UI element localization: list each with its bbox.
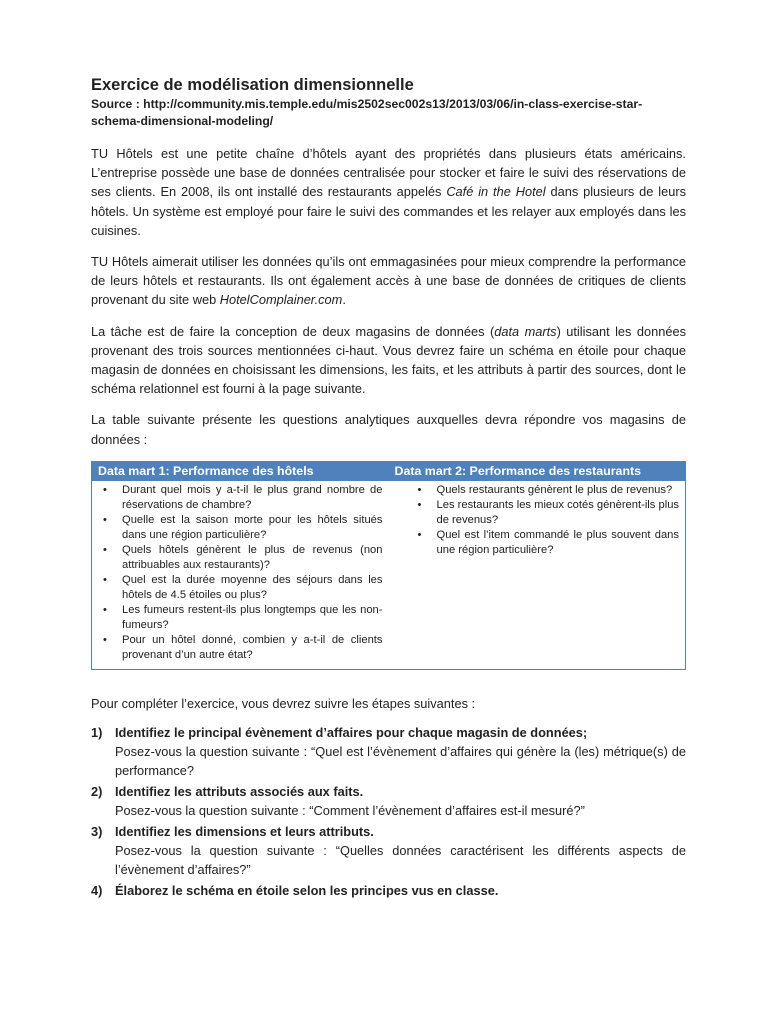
step-heading: Identifiez le principal évènement d’affaires pour chaque magasin de données; — [115, 724, 588, 740]
list-item: • Quelle est la saison morte pour les hôtels situés dans une région particulière? — [98, 513, 383, 543]
step-item — [91, 723, 686, 780]
list-item: • Quels hôtels génèrent le plus de revenus (non attribuables aux restaurants)? — [98, 543, 383, 573]
paragraph-1-text-a: TU Hôtels est une petite chaîne d’hôtels ayant des propriétés dans plusieurs états américains. L’entreprise possède une base de données centralisée pour stocker et faire le suivi des réservations de ses clients. En 2008, ils ont installé des restaurants appelés — [91, 146, 686, 200]
step-item — [91, 881, 686, 900]
step-number: 4) — [91, 882, 103, 898]
list-item: • Pour un hôtel donné, combien y a-t-il de clients provenant d’un autre état? — [98, 633, 383, 663]
paragraph-3 — [91, 322, 686, 399]
step-number: 3) — [91, 823, 103, 839]
list-item: • Durant quel mois y a-t-il le plus grand nombre de réservations de chambre? — [98, 483, 383, 513]
step-heading: Identifiez les attributs associés aux faits. — [115, 783, 364, 799]
data-mart-2-header: Data mart 2: Performance des restaurants — [389, 461, 686, 481]
step-number: 1) — [91, 724, 103, 740]
table-header-row — [92, 461, 686, 481]
step-number: 2) — [91, 783, 103, 799]
paragraph-3-text-b: ) utilisant les données provenant des trois sources mentionnées ci-haut. Vous devrez faire un schéma en étoile pour chaque magasin de données en choisissant les dimensions, les faits, et les attributs à partir des sources, dont le schéma relationnel est fourni à la page suivante. — [91, 323, 686, 397]
step-heading: Élaborez le schéma en étoile selon les principes vus en classe. — [115, 882, 499, 898]
data-mart-1-list — [98, 483, 383, 663]
document-title: Exercice de modélisation dimensionnelle — [91, 76, 414, 94]
list-item: • Quel est la durée moyenne des séjours dans les hôtels de 4.5 étoiles ou plus? — [98, 573, 383, 603]
data-mart-1-questions — [92, 481, 389, 670]
paragraph-1-text-b: dans plusieurs de leurs hôtels. Un système est employé pour faire le suivi des commandes et les relayer aux employés dans les cuisines. — [91, 184, 687, 238]
step-item — [91, 782, 686, 820]
paragraph-2 — [91, 252, 686, 310]
paragraph-1-emphasis: Café in the Hotel — [446, 184, 546, 200]
paragraph-1 — [91, 144, 686, 240]
steps-list — [91, 723, 686, 900]
data-mart-1-header: Data mart 1: Performance des hôtels — [92, 461, 389, 481]
list-item: • Les fumeurs restent-ils plus longtemps que les non-fumeurs? — [98, 603, 383, 633]
step-description: Posez-vous la question suivante : “Quel est l’évènement d’affaires qui génère la (les) métrique(s) de performance? — [115, 743, 686, 778]
list-item: • Quel est l’item commandé le plus souvent dans une région particulière? — [413, 528, 680, 558]
table-body-row — [92, 481, 686, 670]
step-description: Posez-vous la question suivante : “Comment l’évènement d’affaires est-il mesuré?” — [115, 802, 585, 818]
paragraph-2-text-a: TU Hôtels aimerait utiliser les données qu’ils ont emmagasinées pour mieux comprendre la performance de leurs hôtels et restaurants. Ils ont également accès à une base de données de critiques de clients provenant du site web — [91, 254, 686, 308]
paragraph-4: La table suivante présente les questions analytiques auxquelles devra répondre vos magasins de données : — [91, 412, 686, 447]
list-item: • Les restaurants les mieux cotés génèrent-ils plus de revenus? — [413, 498, 680, 528]
source-line: Source : http://community.mis.temple.edu/mis2502sec002s13/2013/03/06/in-class-exercise-star-schema-dimensional-modeling/ — [91, 97, 643, 128]
paragraph-3-text-a: La tâche est de faire la conception de deux magasins de données ( — [91, 323, 495, 339]
data-mart-2-list — [395, 483, 680, 558]
list-item: • Quels restaurants génèrent le plus de revenus? — [413, 483, 680, 498]
steps-intro: Pour compléter l’exercice, vous devrez suivre les étapes suivantes : — [91, 695, 476, 711]
paragraph-3-emphasis: data marts — [494, 323, 557, 339]
step-description: Posez-vous la question suivante : “Quelles données caractérisent les différents aspects de l’évènement d’affaires?” — [115, 842, 686, 877]
step-item — [91, 822, 686, 879]
data-mart-table — [91, 461, 686, 670]
paragraph-2-emphasis: HotelComplainer.com — [219, 292, 343, 308]
paragraph-2-text-b: . — [342, 292, 346, 308]
document-page — [91, 74, 686, 902]
step-heading: Identifiez les dimensions et leurs attributs. — [115, 823, 374, 839]
data-mart-2-questions — [389, 481, 686, 670]
